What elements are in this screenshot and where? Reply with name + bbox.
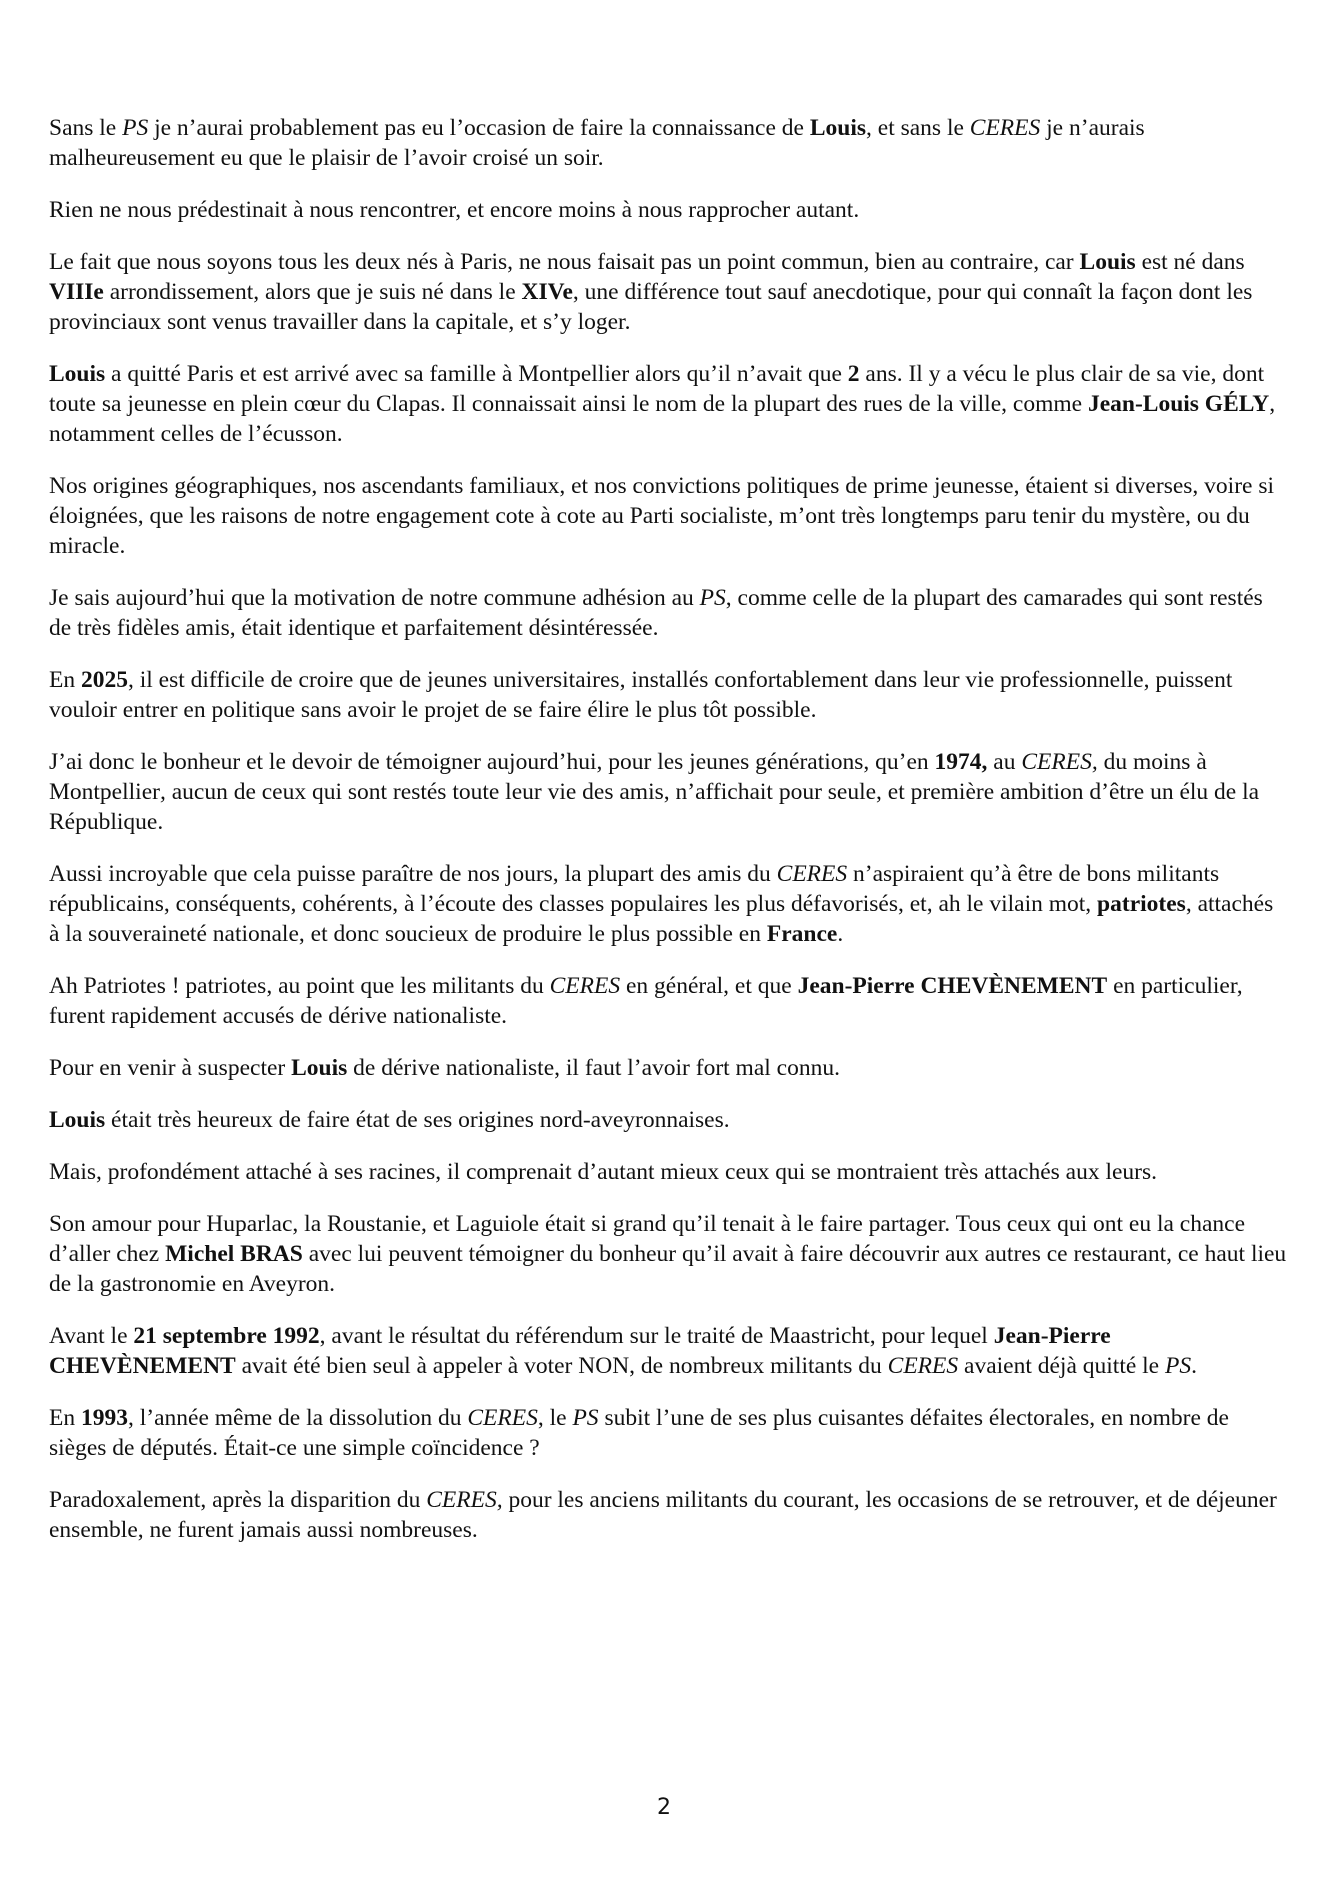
bold-text: Louis [291, 1055, 348, 1081]
text-run: en particulier, furent rapidement accusés de dérive nationaliste. [49, 973, 1243, 1029]
text-run: , attachés à la souveraineté nationale, et donc soucieux de produire le plus possible en [49, 891, 1274, 947]
italic-text: , [159, 779, 166, 805]
text-run: subit l’une de ses plus cuisantes défaites électorales, en nombre de sièges de députés. Était-ce une simple coïncidence ? [49, 1405, 1229, 1461]
bold-text: France [766, 921, 838, 947]
text-run: Le fait que nous soyons tous les deux nés à Paris, ne nous faisait pas un point commun, bien au contraire, car [49, 249, 1080, 275]
text-run: avec lui peuvent témoigner du bonheur qu’il avait à faire découvrir aux autres ce restaurant, ce haut lieu de la gastronomie en Aveyron. [49, 1241, 1287, 1297]
paragraph [49, 471, 1289, 561]
italic-text: CERES [969, 115, 1041, 141]
text-run: En [49, 1405, 81, 1431]
text-run: je n’aurai probablement pas eu l’occasion de faire la connaissance de [148, 115, 810, 141]
text-run: a quitté Paris et est arrivé avec sa famille à Montpellier alors qu’il n’avait que [105, 361, 848, 387]
text-run: Pour en venir à suspecter [49, 1055, 292, 1081]
text-run: Mais, profondément attaché à ses racines, il comprenait d’autant mieux ceux qui se montraient très attachés aux leurs. [49, 1159, 1158, 1185]
bold-text: XIVe [521, 279, 573, 305]
text-run: Nos origines géographiques, nos ascendants familiaux, et nos convictions politiques de prime jeunesse, étaient si diverses, voire si éloignées, que les raisons de notre engagement cote à cote au Parti socialiste, m’ont très longtemps paru tenir du mystère, ou du miracle. [49, 473, 1274, 559]
paragraph [49, 665, 1289, 725]
paragraph [49, 1157, 1289, 1187]
bold-text: 21 septembre 1992 [133, 1323, 320, 1349]
bold-text: 1993 [80, 1405, 128, 1431]
text-run: , comme celle de la plupart des camarades qui sont restés de très fidèles amis, était identique et parfaitement désintéressée. [49, 585, 1263, 641]
text-run: ans. Il y a vécu le plus clair de sa vie, dont toute sa jeunesse en plein cœur du Clapas. Il connaissait ainsi le nom de la plupart des rues de la ville, comme [49, 361, 1265, 417]
italic-text: PS [1164, 1353, 1192, 1379]
bold-text: 2025 [80, 667, 128, 693]
text-run: Rien ne nous prédestinait à nous rencontrer, et encore moins à nous rapprocher autant. [49, 197, 860, 223]
bold-text: Michel BRAS [165, 1241, 303, 1267]
text-run: , une différence tout sauf anecdotique, pour qui connaît la façon dont les provinciaux sont venus travailler dans la capitale, et s’y loger. [49, 279, 1253, 335]
paragraph [49, 113, 1289, 173]
italic-text: PS [572, 1405, 599, 1431]
italic-text: CERES [467, 1405, 538, 1431]
text-run: était très heureux de faire état de ses origines nord-aveyronnaises. [105, 1107, 730, 1133]
italic-text: CERES, [1021, 749, 1098, 775]
italic-text: PS [122, 115, 149, 141]
text-run: en général, et que [620, 973, 798, 999]
paragraph [49, 971, 1289, 1031]
bold-text: Louis [49, 361, 106, 387]
body-text [49, 113, 1289, 1567]
italic-text: PS [699, 585, 726, 611]
paragraph [49, 1403, 1289, 1463]
text-run: arrondissement, alors que je suis né dans le [103, 279, 522, 305]
paragraph [49, 747, 1289, 837]
bold-text: 2 [847, 361, 860, 387]
paragraph [49, 247, 1289, 337]
bold-text: Jean-Louis GÉLY [1087, 391, 1270, 417]
paragraph [49, 195, 1289, 225]
paragraph [49, 1321, 1289, 1381]
bold-text: 1974, [934, 749, 988, 775]
text-run: au [987, 749, 1022, 775]
text-run: Sans le [49, 115, 123, 141]
paragraph [49, 1053, 1289, 1083]
bold-text: Louis [809, 115, 867, 141]
bold-text: patriotes [1097, 891, 1186, 917]
text-run: avaient déjà quitté le [958, 1353, 1165, 1379]
text-run: avait été bien seul à appeler à voter NON, de nombreux militants du [235, 1353, 888, 1379]
text-run: Je sais aujourd’hui que la motivation de notre commune adhésion au [49, 585, 700, 611]
text-run: je n’aurais malheureusement eu que le plaisir de l’avoir croisé un soir. [49, 115, 1145, 171]
text-run: En [49, 667, 81, 693]
text-run: Aussi incroyable que cela puisse paraître de nos jours, la plupart des amis du [49, 861, 777, 887]
text-run: pour les anciens militants du courant, les occasions de se retrouver, et de déjeuner ensemble, ne furent jamais aussi nombreuses. [49, 1487, 1277, 1543]
text-run: , et sans le [866, 115, 970, 141]
paragraph [49, 1105, 1289, 1135]
text-run: Son amour pour Huparlac, la Roustanie, et Laguiole était si grand qu’il tenait à le faire partager. Tous ceux qui ont eu la chance d’aller chez [49, 1211, 1246, 1267]
bold-text: VIIIe [49, 279, 104, 305]
paragraph [49, 1485, 1289, 1545]
text-run: , notamment celles de l’écusson. [49, 391, 1276, 447]
text-run: aucun de ceux qui sont restés toute leur vie des amis, n’affichait pour seule, et première ambition d’être un élu de la République. [49, 779, 1260, 835]
text-run: J’ai donc le bonheur et le devoir de témoigner aujourd’hui, pour les jeunes générations, qu’en [49, 749, 935, 775]
text-run: , avant le résultat du référendum sur le traité de Maastricht, pour lequel [319, 1323, 994, 1349]
paragraph [49, 1209, 1289, 1299]
italic-text: CERES [549, 973, 621, 999]
text-run: , le [537, 1405, 573, 1431]
page-number: 2 [657, 1795, 671, 1820]
text-run: de dérive nationaliste, il faut l’avoir fort mal connu. [347, 1055, 840, 1081]
bold-text: Louis [1079, 249, 1136, 275]
text-run: est né dans [1135, 249, 1245, 275]
text-run: Avant le [49, 1323, 134, 1349]
text-run: . [1191, 1353, 1197, 1379]
paragraph [49, 583, 1289, 643]
italic-text: CERES [887, 1353, 959, 1379]
text-run: du moins à Montpellier [49, 749, 1207, 805]
text-run: n’aspiraient qu’à être de bons militants républicains, conséquents, cohérents, à l’écoute des classes populaires les plus défavorisés, et, ah le vilain mot, [49, 861, 1220, 917]
paragraph [49, 359, 1289, 449]
text-run: , il est difficile de croire que de jeunes universitaires, installés confortablement dans leur vie professionnelle, puissent vouloir entrer en politique sans avoir le projet de se faire élire le plus tôt possible. [49, 667, 1233, 723]
text-run: . [837, 921, 844, 947]
paragraph [49, 859, 1289, 949]
bold-text: Jean-Pierre CHEVÈNEMENT [797, 973, 1108, 999]
italic-text: CERES [776, 861, 848, 887]
text-run: Ah Patriotes ! patriotes, au point que les militants du [49, 973, 550, 999]
text-run: , l’année même de la dissolution du [127, 1405, 468, 1431]
text-run: Paradoxalement, après la disparition du [49, 1487, 427, 1513]
bold-text: Jean-Pierre CHEVÈNEMENT [49, 1323, 1111, 1379]
bold-text: Louis [49, 1107, 106, 1133]
italic-text: CERES, [426, 1487, 503, 1513]
